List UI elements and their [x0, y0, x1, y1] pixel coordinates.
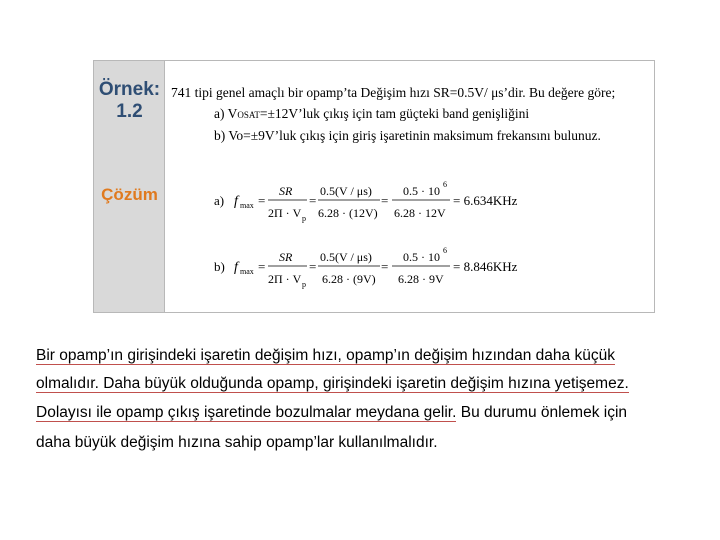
sol-a-frac3-num-exp: 6: [443, 180, 447, 189]
paragraph-line-1: [36, 347, 686, 365]
sol-b-frac2-den: 6.28 · (9V): [322, 272, 376, 286]
sol-a-result: = 6.634KHz: [453, 193, 518, 208]
sol-a-frac3-num: 0.5 · 10: [403, 184, 440, 198]
sol-b-lhs: f: [234, 260, 238, 275]
paragraph-line-4: daha büyük değişim hızına sahip opamp’lar kullanılmalıdır.: [36, 434, 438, 451]
sol-b-frac3-num-exp: 6: [443, 246, 447, 255]
sol-b-frac3-num: 0.5 · 10: [403, 250, 440, 264]
sol-b-frac1-num: SR: [279, 250, 293, 264]
paragraph-line-3-rest: Bu durumu önlemek için: [456, 404, 628, 421]
paragraph-line-3-underlined: Dolayısı ile opamp çıkış işaretinde bozulmalar meydana gelir.: [36, 404, 457, 421]
sol-a-frac3-den: 6.28 · 12V: [394, 206, 446, 220]
sol-a-frac1-num: SR: [279, 184, 293, 198]
sol-b-frac1-den: 2Π · V: [268, 272, 302, 286]
sol-b-eq1: =: [258, 259, 266, 274]
sol-a-label: a): [214, 193, 225, 208]
problem-intro: 741 tipi genel amaçlı bir opamp’ta Değişim hızı SR=0.5V/ μs’dir. Bu değere göre;: [171, 85, 616, 100]
sol-b-eq2: =: [309, 259, 317, 274]
sol-b-frac3-den: 6.28 · 9V: [398, 272, 444, 286]
sol-b-lhs-sub: max: [240, 267, 254, 276]
sol-a-frac1-den-sub: p: [302, 214, 306, 223]
paragraph-line-2: [36, 375, 686, 393]
solution-label: Çözüm: [101, 185, 158, 204]
sol-b-eq3: =: [381, 259, 389, 274]
part-a-prefix: a) V: [214, 106, 238, 121]
sol-b-frac2-num: 0.5(V / μs): [320, 250, 372, 264]
sol-a-frac2-den: 6.28 · (12V): [318, 206, 378, 220]
paragraph-line-2-text: olmalıdır. Daha büyük olduğunda opamp, girişindeki işaretin değişim hızına yetişemez.: [36, 375, 629, 392]
sol-a-frac2-num: 0.5(V / μs): [320, 184, 372, 198]
part-a-subscript: OSAT: [237, 110, 260, 120]
problem-part-a: [214, 106, 529, 122]
example-label: [94, 79, 165, 123]
example-box: [93, 60, 655, 313]
solution-a-equation: [214, 177, 554, 227]
sol-a-frac1-den: 2Π · V: [268, 206, 302, 220]
sol-a-eq3: =: [381, 193, 389, 208]
sol-b-frac1-den-sub: p: [302, 280, 306, 289]
paragraph-line-3: [36, 404, 686, 422]
problem-part-b: b) Vo=±9V’luk çıkış için giriş işaretinin maksimum frekansını bulunuz.: [214, 128, 601, 143]
solution-b-equation: [214, 243, 554, 293]
sol-a-eq1: =: [258, 193, 266, 208]
sol-b-result: = 8.846KHz: [453, 259, 518, 274]
sol-b-label: b): [214, 259, 225, 274]
sol-a-eq2: =: [309, 193, 317, 208]
part-a-rest: =±12V’luk çıkış için tam güçteki band genişliğini: [259, 106, 530, 121]
sol-a-lhs-sub: max: [240, 201, 254, 210]
paragraph-line-1-text: Bir opamp’ın girişindeki işaretin değişim hızı, opamp’ın değişim hızından daha küçük: [36, 347, 615, 364]
example-side-column: [94, 61, 165, 312]
example-label-number: 1.2: [116, 101, 143, 122]
sol-a-lhs: f: [234, 194, 238, 209]
example-label-title: Örnek:: [98, 79, 161, 100]
